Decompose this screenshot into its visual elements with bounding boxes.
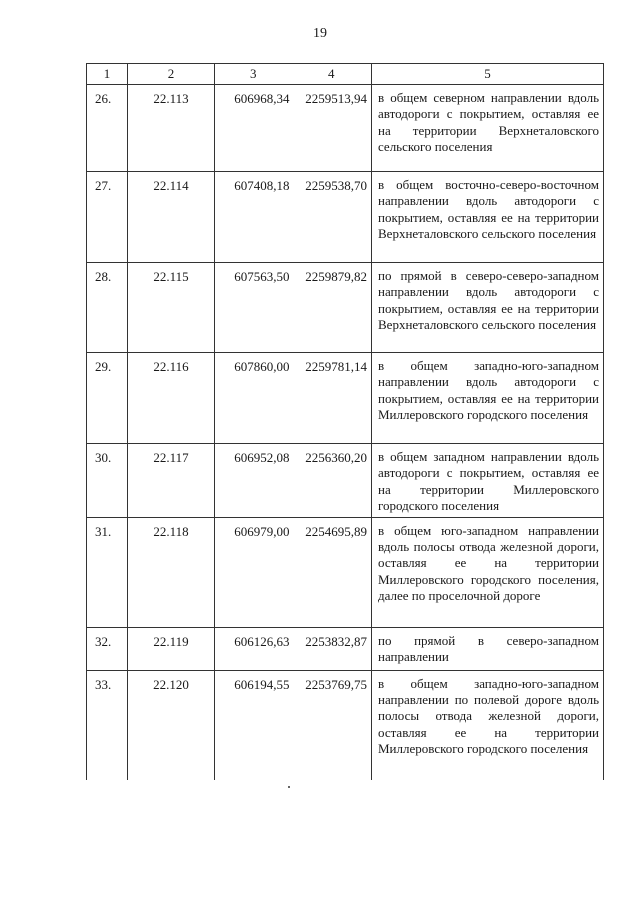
row-number-cell: 33. [87, 670, 128, 780]
table-row [87, 263, 604, 353]
x-coordinate-cell: 606194,55 [215, 670, 292, 780]
x-coordinate-cell: 606126,63 [215, 627, 292, 670]
point-id-cell: 22.115 [128, 263, 215, 353]
boundary-description-table [86, 63, 604, 780]
column-header-x: 3 [215, 64, 292, 85]
point-id-cell: 22.118 [128, 517, 215, 627]
point-id-cell: 22.120 [128, 670, 215, 780]
table-row [87, 517, 604, 627]
column-header-number: 1 [87, 64, 128, 85]
row-number-cell: 29. [87, 353, 128, 444]
point-id-cell: 22.119 [128, 627, 215, 670]
table-row [87, 85, 604, 172]
column-header-y: 4 [292, 64, 372, 85]
row-number-cell: 32. [87, 627, 128, 670]
point-id-cell: 22.116 [128, 353, 215, 444]
y-coordinate-cell: 2253769,75 [292, 670, 372, 780]
y-coordinate-cell: 2259538,70 [292, 172, 372, 263]
y-coordinate-cell: 2259879,82 [292, 263, 372, 353]
x-coordinate-cell: 606952,08 [215, 444, 292, 518]
y-coordinate-cell: 2256360,20 [292, 444, 372, 518]
x-coordinate-cell: 607408,18 [215, 172, 292, 263]
row-number-cell: 28. [87, 263, 128, 353]
row-number-cell: 31. [87, 517, 128, 627]
row-number-cell: 30. [87, 444, 128, 518]
table-row [87, 627, 604, 670]
boundary-description-cell: в общем западно-юго-западном направлении по полевой дороге вдоль полосы отвода железной дороги, оставляя ее на территории Миллеровского городского поселения [372, 670, 604, 780]
x-coordinate-cell: 607860,00 [215, 353, 292, 444]
column-header-description: 5 [372, 64, 604, 85]
row-number-cell: 27. [87, 172, 128, 263]
row-number-cell: 26. [87, 85, 128, 172]
x-coordinate-cell: 606968,34 [215, 85, 292, 172]
page-number: 19 [313, 26, 327, 41]
table-header-row [87, 64, 604, 85]
y-coordinate-cell: 2259781,14 [292, 353, 372, 444]
table-row [87, 353, 604, 444]
column-header-point: 2 [128, 64, 215, 85]
table-row [87, 172, 604, 263]
y-coordinate-cell: 2254695,89 [292, 517, 372, 627]
table-row [87, 670, 604, 780]
boundary-description-cell: по прямой в северо-северо-западном направлении вдоль автодороги с покрытием, оставляя ее на территории Верхнеталовского сельского поселения [372, 263, 604, 353]
boundary-description-cell: в общем северном направлении вдоль автодороги с покрытием, оставляя ее на территории Верхнеталовского сельского поселения [372, 85, 604, 172]
x-coordinate-cell: 607563,50 [215, 263, 292, 353]
y-coordinate-cell: 2259513,94 [292, 85, 372, 172]
table-row [87, 444, 604, 518]
boundary-description-cell: в общем восточно-северо-восточном направлении вдоль автодороги с покрытием, оставляя ее на территории Верхнеталовского сельского поселения [372, 172, 604, 263]
boundary-description-cell: в общем западно-юго-западном направлении вдоль автодороги с покрытием, оставляя ее на территории Миллеровского городского поселения [372, 353, 604, 444]
boundary-description-cell: по прямой в северо-западном направлении [372, 627, 604, 670]
x-coordinate-cell: 606979,00 [215, 517, 292, 627]
point-id-cell: 22.114 [128, 172, 215, 263]
boundary-description-cell: в общем юго-западном направлении вдоль полосы отвода железной дороги, оставляя ее на территории Миллеровского городского поселения, далее по проселочной дороге [372, 517, 604, 627]
scan-mark [288, 786, 290, 788]
table-body [87, 85, 604, 781]
point-id-cell: 22.113 [128, 85, 215, 172]
y-coordinate-cell: 2253832,87 [292, 627, 372, 670]
boundary-description-cell: в общем западном направлении вдоль автодороги с покрытием, оставляя ее на территории Миллеровского городского поселения [372, 444, 604, 518]
point-id-cell: 22.117 [128, 444, 215, 518]
